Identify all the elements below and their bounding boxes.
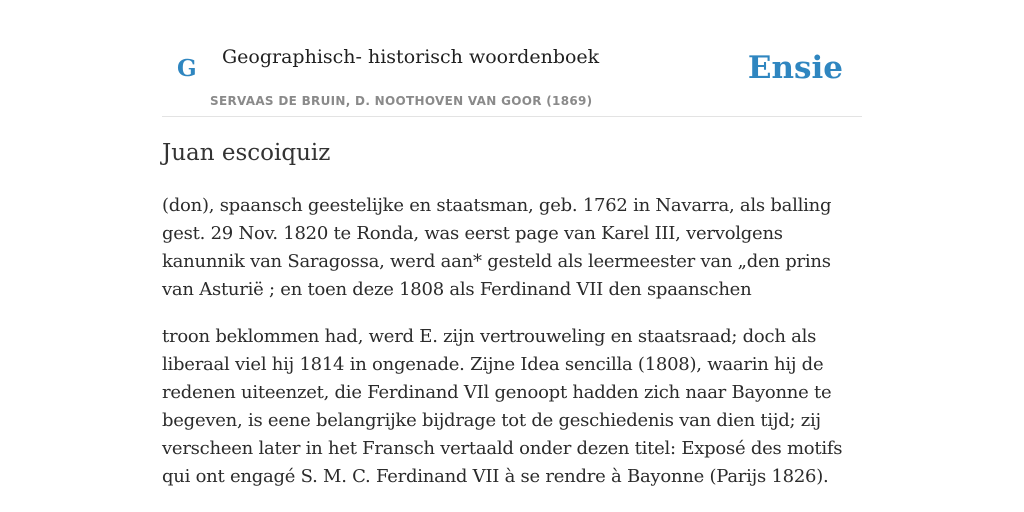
book-authors: SERVAAS DE BRUIN, D. NOOTHOVEN VAN GOOR (1869) — [210, 94, 593, 108]
book-logo-letter[interactable]: G — [177, 55, 197, 82]
book-title[interactable]: Geographisch- historisch woordenboek — [222, 46, 600, 68]
entry-card — [162, 0, 862, 487]
ensie-logo-link[interactable]: Ensie — [747, 50, 843, 86]
entry-paragraph: troon beklommen had, werd E. zijn vertrouweling en staatsraad; doch als liberaal viel hij 1814 in ongenade. Zijne Idea sencilla (1808), waarin hij de redenen uiteenzet, die Ferdinand VIl genoopt hadden zich naar Bayonne te begeven, is eene belangrijke bijdrage tot de geschiedenis van dien tijd; zij verscheen later in het Fransch vertaald onder dezen titel: Exposé des motifs qui ont engagé S. M. C. Ferdinand VII à se rendre à Bayonne (Parijs 1826). — [162, 326, 843, 487]
book-header — [162, 0, 862, 117]
entry-paragraph: (don), spaansch geestelijke en staatsman, geb. 1762 in Navarra, als balling gest. 29 Nov. 1820 te Ronda, was eerst page van Karel III, vervolgens kanunnik van Saragossa, werd aan* gesteld als leermeester van „den prins van Asturië ; en toen deze 1808 als Ferdinand VII den spaanschen — [162, 195, 832, 300]
entry-title: Juan escoiquiz — [162, 140, 331, 166]
entry-body — [162, 192, 862, 510]
